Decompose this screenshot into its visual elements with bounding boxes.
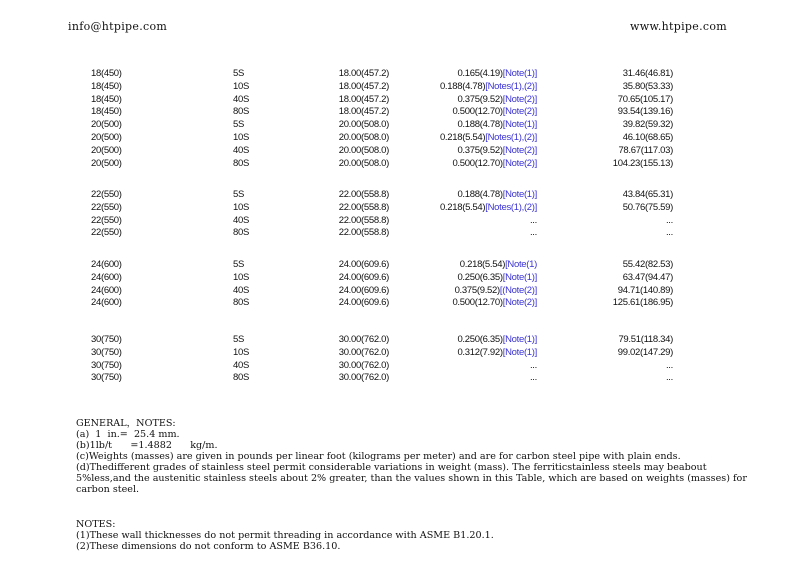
outside-diameter-cell: 18.00(457.2)	[338, 106, 389, 118]
wall-thickness-cell	[530, 360, 537, 373]
wall-thickness-value: 0.218(5.54)	[439, 131, 486, 143]
nps-cell: 18(450)	[91, 106, 122, 118]
outside-diameter-cell: 24.00(609.6)	[338, 259, 389, 270]
wall-thickness-cell	[440, 202, 537, 215]
note-reference: [Note(1)]	[502, 271, 537, 283]
wall-thickness-value: 0.312(7.92)	[457, 346, 503, 358]
wall-thickness-cell	[457, 94, 537, 107]
note-line: (1)These wall thicknesses do not permit threading in accordance with ASME B1.20.1.	[76, 530, 494, 541]
wall-thickness-value: 0.375(9.52)	[457, 144, 503, 156]
outside-diameter-cell: 20.00(508.0)	[338, 157, 389, 169]
weight-cell: 35.80(53.33)	[622, 80, 673, 92]
weight-cell: 125.61(186.95)	[612, 297, 673, 309]
outside-diameter-cell: 18.00(457.2)	[338, 80, 389, 92]
wall-thickness-cell	[455, 285, 537, 298]
footnotes	[76, 519, 756, 552]
wall-thickness-cell	[452, 297, 537, 310]
wall-thickness-value: 0.218(5.54)	[459, 259, 506, 270]
schedule-cell: 5S	[233, 68, 245, 79]
table-row	[0, 158, 793, 171]
schedule-cell: 80S	[233, 157, 250, 169]
schedule-cell: 10S	[233, 346, 250, 358]
note-reference: [Notes(1),(2)]	[485, 80, 537, 92]
wall-thickness-value: 0.500(12.70)	[452, 157, 503, 169]
table-row	[0, 347, 793, 360]
schedule-cell: 10S	[233, 131, 250, 143]
outside-diameter-cell: 30.00(762.0)	[338, 346, 389, 358]
nps-cell: 22(550)	[91, 189, 122, 200]
wall-thickness-value: 0.188(4.78)	[439, 80, 486, 92]
weight-cell: 79.51(118.34)	[618, 334, 673, 345]
wall-thickness-value: 0.250(6.35)	[457, 334, 503, 345]
weight-cell: 55.42(82.53)	[622, 259, 673, 270]
weight-cell: 43.84(65.31)	[622, 189, 673, 200]
nps-cell: 30(750)	[91, 372, 122, 384]
nps-cell: 30(750)	[91, 346, 122, 358]
weight-cell: 31.46(46.81)	[622, 68, 673, 79]
table-row	[0, 372, 793, 385]
wall-thickness-cell	[460, 259, 537, 272]
table-group	[0, 334, 793, 385]
table-row	[0, 227, 793, 240]
table-row	[0, 119, 793, 132]
nps-cell: 18(450)	[91, 68, 122, 79]
weight-cell: 94.71(140.89)	[617, 284, 673, 296]
table-row	[0, 297, 793, 310]
note-reference: [Note(1)]	[502, 68, 537, 79]
schedule-cell: 40S	[233, 359, 250, 371]
outside-diameter-cell: 22.00(558.8)	[338, 201, 389, 213]
schedule-cell: 80S	[233, 372, 250, 384]
table-row	[0, 285, 793, 298]
schedule-cell: 5S	[233, 119, 245, 131]
nps-cell: 20(500)	[91, 131, 122, 143]
wall-thickness-value: 0.188(4.78)	[457, 119, 503, 131]
schedule-cell: 10S	[233, 80, 250, 92]
note-reference: [Note(2)]	[502, 157, 537, 169]
note-reference: [Note(1)]	[502, 189, 537, 200]
table-group	[0, 259, 793, 310]
outside-diameter-cell: 20.00(508.0)	[338, 144, 389, 156]
wall-thickness-value: 0.500(12.70)	[452, 106, 503, 118]
weight-cell: ...	[665, 359, 673, 371]
wall-thickness-value: 0.250(6.35)	[457, 271, 503, 283]
wall-thickness-value: 0.218(5.54)	[439, 201, 486, 213]
wall-thickness-cell	[530, 215, 537, 228]
wall-thickness-cell	[457, 145, 537, 158]
weight-cell: ...	[665, 372, 673, 384]
weight-cell: 50.76(75.59)	[622, 201, 673, 213]
outside-diameter-cell: 20.00(508.0)	[338, 131, 389, 143]
note-reference: [Notes(1),(2)]	[485, 131, 537, 143]
table-row	[0, 360, 793, 373]
outside-diameter-cell: 24.00(609.6)	[338, 271, 389, 283]
general-note-line: (b)1lb/t =1.4882 kg/m.	[76, 440, 218, 451]
weight-cell: 99.02(147.29)	[617, 346, 673, 358]
note-reference: [Note(2)]	[502, 297, 537, 309]
table-row	[0, 259, 793, 272]
table-group	[0, 68, 793, 170]
nps-cell: 18(450)	[91, 93, 122, 105]
wall-thickness-value: 0.165(4.19)	[457, 68, 503, 79]
nps-cell: 20(500)	[91, 157, 122, 169]
wall-thickness-value: 0.188(4.78)	[457, 189, 503, 200]
nps-cell: 30(750)	[91, 334, 122, 345]
general-note-line: (d)Thedifferent grades of stainless steel permit considerable variations in weight (mass). The ferriticstainless steels may beabout 5%less,and the austenitic stainless steels about 2% greater, than the values shown in this Table, which are based on weights (masses) for carbon steel.	[76, 462, 750, 495]
wall-thickness-value: ...	[529, 214, 537, 226]
outside-diameter-cell: 30.00(762.0)	[338, 334, 389, 345]
wall-thickness-cell	[440, 81, 537, 94]
nps-cell: 20(500)	[91, 119, 122, 131]
weight-cell: 46.10(68.65)	[622, 131, 673, 143]
schedule-cell: 80S	[233, 106, 250, 118]
nps-cell: 18(450)	[91, 80, 122, 92]
wall-thickness-cell	[530, 227, 537, 240]
nps-cell: 30(750)	[91, 359, 122, 371]
header-website: www.htpipe.com	[630, 20, 727, 33]
outside-diameter-cell: 30.00(762.0)	[338, 359, 389, 371]
wall-thickness-value: 0.500(12.70)	[452, 297, 503, 309]
table-row	[0, 334, 793, 347]
schedule-cell: 80S	[233, 227, 250, 239]
weight-cell: 104.23(155.13)	[612, 157, 673, 169]
outside-diameter-cell: 30.00(762.0)	[338, 372, 389, 384]
wall-thickness-value: ...	[529, 372, 537, 384]
table-row	[0, 215, 793, 228]
general-note-line: (a) 1 in.= 25.4 mm.	[76, 429, 180, 440]
wall-thickness-cell	[457, 272, 537, 285]
wall-thickness-cell	[452, 106, 537, 119]
wall-thickness-value: 0.375(9.52)	[454, 284, 500, 296]
general-note-line: (c)Weights (masses) are given in pounds per linear foot (kilograms per meter) and are for carbon steel pipe with plain ends.	[76, 451, 681, 462]
wall-thickness-cell	[457, 334, 537, 347]
weight-cell: 78.67(117.03)	[618, 144, 673, 156]
wall-thickness-value: ...	[529, 359, 537, 371]
nps-cell: 24(600)	[91, 297, 122, 309]
schedule-cell: 40S	[233, 284, 250, 296]
wall-thickness-cell	[452, 158, 537, 171]
note-reference: [Note(1)	[505, 259, 537, 270]
outside-diameter-cell: 18.00(457.2)	[338, 93, 389, 105]
table-row	[0, 68, 793, 81]
schedule-cell: 10S	[233, 201, 250, 213]
weight-cell: 93.54(139.16)	[617, 106, 673, 118]
outside-diameter-cell: 22.00(558.8)	[338, 214, 389, 226]
note-reference: [Note(2)]	[502, 93, 537, 105]
table-row	[0, 132, 793, 145]
weight-cell: 70.65(105.17)	[617, 93, 673, 105]
nps-cell: 24(600)	[91, 284, 122, 296]
schedule-cell: 5S	[233, 189, 245, 200]
outside-diameter-cell: 18.00(457.2)	[338, 68, 389, 79]
nps-cell: 22(550)	[91, 201, 122, 213]
note-reference: [Note(1)]	[502, 346, 537, 358]
nps-cell: 22(550)	[91, 227, 122, 239]
outside-diameter-cell: 22.00(558.8)	[338, 189, 389, 200]
weight-cell: 39.82(59.32)	[622, 119, 673, 131]
schedule-cell: 80S	[233, 297, 250, 309]
schedule-cell: 10S	[233, 271, 250, 283]
note-reference: [Notes(1),(2)]	[485, 201, 537, 213]
wall-thickness-value: ...	[529, 227, 537, 239]
header-email: info@htpipe.com	[68, 20, 168, 33]
wall-thickness-value: 0.375(9.52)	[457, 93, 503, 105]
note-reference: [Note(2)]	[502, 144, 537, 156]
note-reference: [Note(2)]	[502, 106, 537, 118]
outside-diameter-cell: 24.00(609.6)	[338, 284, 389, 296]
weight-cell: 63.47(94.47)	[622, 271, 673, 283]
outside-diameter-cell: 22.00(558.8)	[338, 227, 389, 239]
table-row	[0, 272, 793, 285]
weight-cell: ...	[665, 227, 673, 239]
table-row	[0, 106, 793, 119]
wall-thickness-cell	[457, 68, 537, 81]
general-note-line: GENERAL，NOTES:	[76, 418, 176, 429]
schedule-cell: 5S	[233, 259, 245, 270]
table-row	[0, 81, 793, 94]
note-reference: [Note(1)]	[502, 334, 537, 345]
wall-thickness-cell	[440, 132, 537, 145]
table-group	[0, 189, 793, 240]
wall-thickness-cell	[457, 119, 537, 132]
schedule-cell: 40S	[233, 93, 250, 105]
nps-cell: 24(600)	[91, 259, 122, 270]
wall-thickness-cell	[457, 189, 537, 202]
note-reference: [Note(1)]	[502, 119, 537, 131]
nps-cell: 20(500)	[91, 144, 122, 156]
schedule-cell: 40S	[233, 144, 250, 156]
outside-diameter-cell: 20.00(508.0)	[338, 119, 389, 131]
table-row	[0, 202, 793, 215]
wall-thickness-cell	[457, 347, 537, 360]
note-line: (2)These dimensions do not conform to ASME B36.10.	[76, 541, 341, 552]
outside-diameter-cell: 24.00(609.6)	[338, 297, 389, 309]
general-notes	[76, 418, 756, 495]
nps-cell: 24(600)	[91, 271, 122, 283]
note-line: NOTES:	[76, 519, 116, 530]
nps-cell: 22(550)	[91, 214, 122, 226]
table-row	[0, 94, 793, 107]
weight-cell: ...	[665, 214, 673, 226]
wall-thickness-cell	[530, 372, 537, 385]
table-row	[0, 189, 793, 202]
schedule-cell: 5S	[233, 334, 245, 345]
table-row	[0, 145, 793, 158]
note-reference: [(Note(2)]	[499, 284, 537, 296]
schedule-cell: 40S	[233, 214, 250, 226]
